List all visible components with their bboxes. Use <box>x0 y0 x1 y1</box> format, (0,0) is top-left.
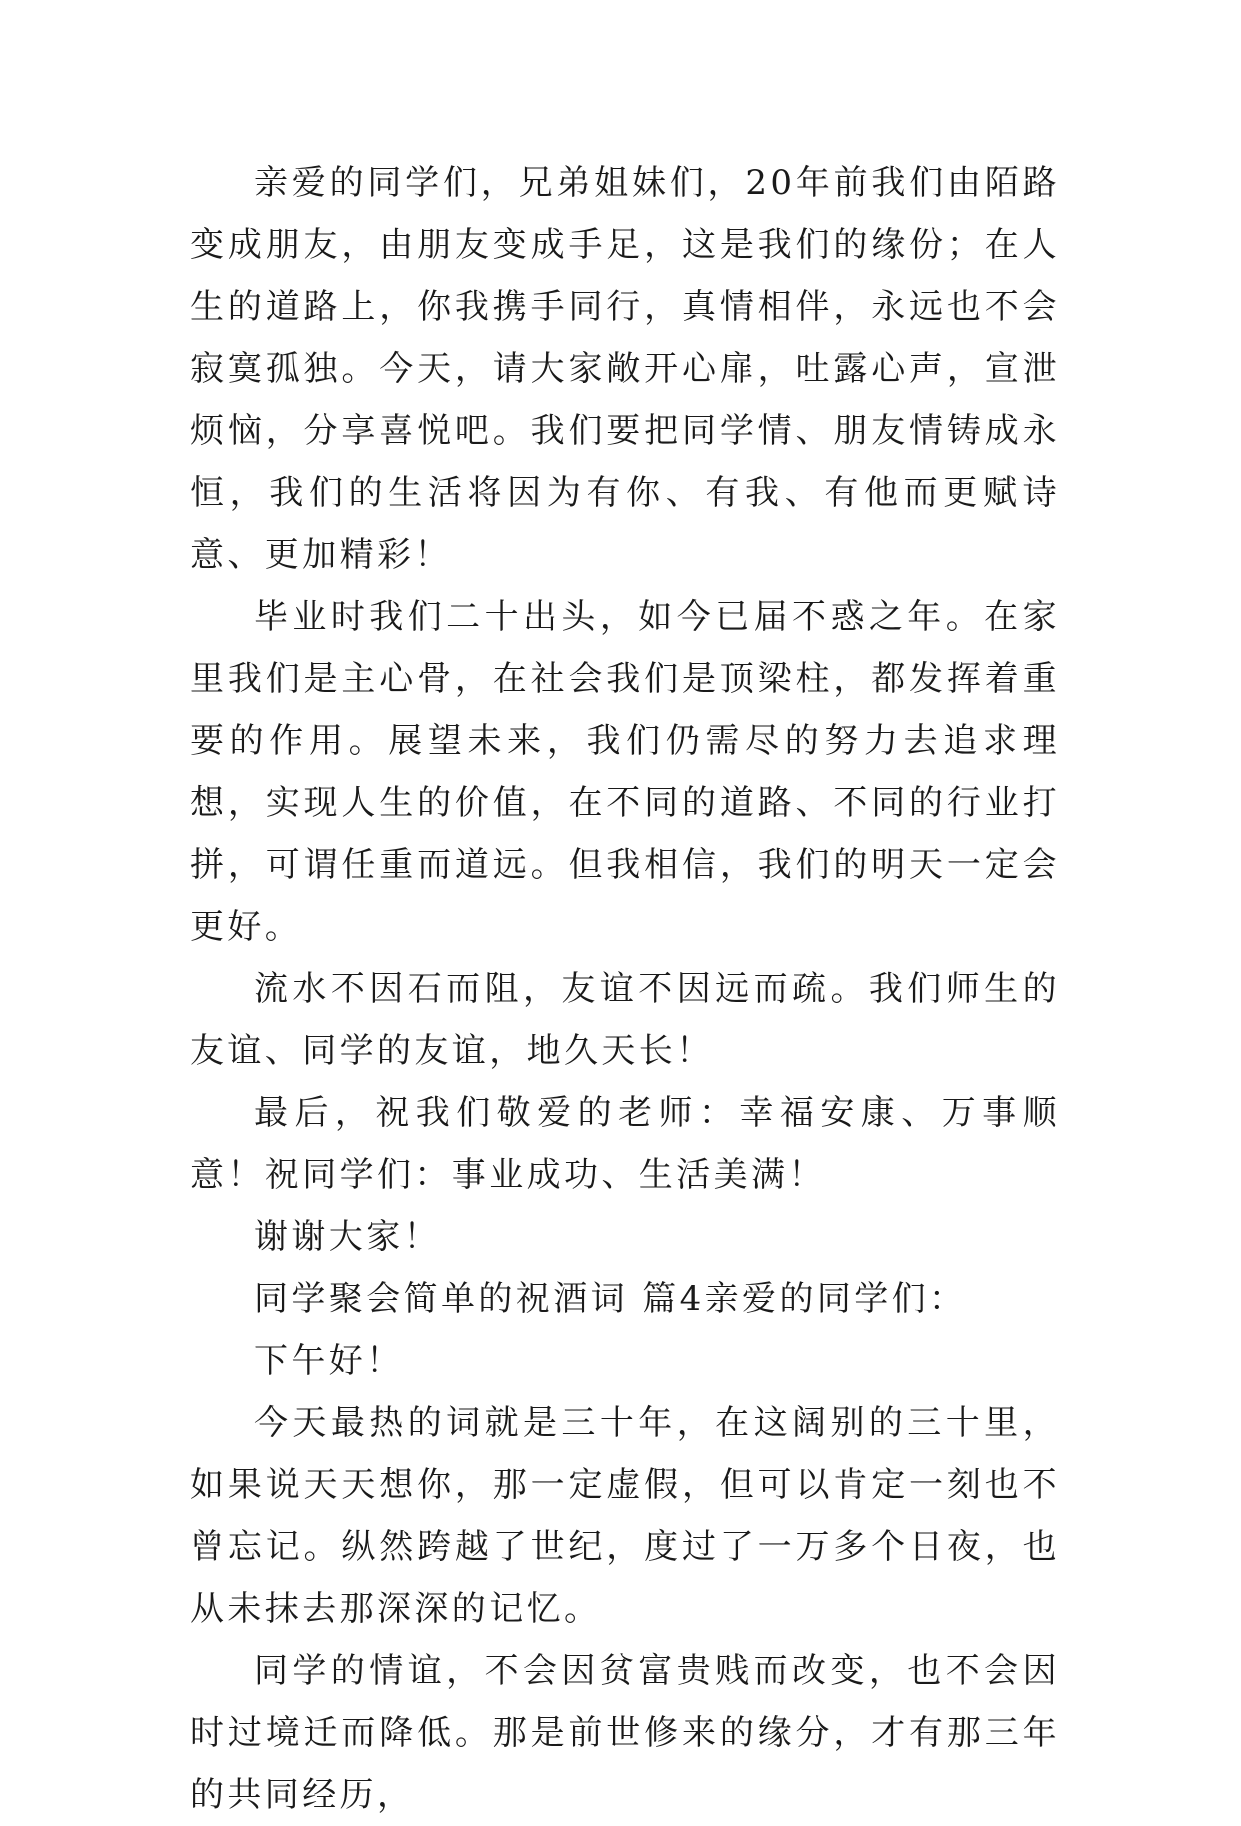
paragraph-1: 亲爱的同学们，兄弟姐妹们，20年前我们由陌路变成朋友，由朋友变成手足，这是我们的缘份；在人生的道路上，你我携手同行，真情相伴，永远也不会寂寞孤独。今天，请大家敞开心扉，吐露心声，宣泄烦恼，分享喜悦吧。我们要把同学情、朋友情铸成永恒，我们的生活将因为有你、有我、有他而更赋诗意、更加精彩！ <box>190 163 1060 575</box>
section-heading: 同学聚会简单的祝酒词 篇4亲爱的同学们： <box>254 1279 967 1319</box>
paragraph-2: 毕业时我们二十出头，如今已届不惑之年。在家里我们是主心骨，在社会我们是顶梁柱，都发挥着重要的作用。展望未来，我们仍需尽的努力去追求理想，实现人生的价值，在不同的道路、不同的行业打拼，可谓任重而道远。但我相信，我们的明天一定会更好。 <box>190 597 1060 947</box>
paragraph-7: 同学的情谊，不会因贫富贵贱而改变，也不会因时过境迁而降低。那是前世修来的缘分，才有那三年的共同经历， <box>190 1651 1060 1815</box>
paragraph-greeting: 下午好！ <box>254 1341 404 1381</box>
document-body <box>190 152 1060 1826</box>
paragraph-6: 今天最热的词就是三十年，在这阔别的三十里，如果说天天想你，那一定虚假，但可以肯定一刻也不曾忘记。纵然跨越了世纪，度过了一万多个日夜，也从未抹去那深深的记忆。 <box>190 1403 1060 1629</box>
paragraph-5: 谢谢大家！ <box>254 1217 441 1257</box>
paragraph-4: 最后，祝我们敬爱的老师：幸福安康、万事顺意！祝同学们：事业成功、生活美满！ <box>190 1093 1060 1195</box>
paragraph-3: 流水不因石而阻，友谊不因远而疏。我们师生的友谊、同学的友谊，地久天长！ <box>190 969 1060 1071</box>
